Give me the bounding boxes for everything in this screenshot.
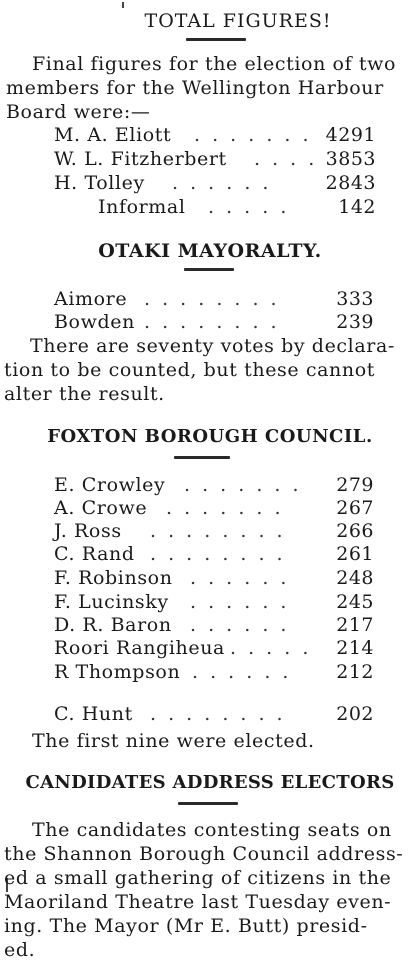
vote-count: 245 [336, 591, 374, 613]
dot-leader: . . . . . . [190, 567, 290, 589]
result-row [54, 591, 374, 615]
otaki-heading: OTAKI MAYORALTY. [98, 240, 322, 262]
result-row [54, 474, 374, 498]
vote-count: 261 [336, 543, 374, 565]
vote-count: 279 [336, 474, 374, 496]
result-row [54, 311, 374, 335]
vote-count: 217 [336, 614, 374, 636]
vote-count: 212 [336, 661, 374, 683]
result-row [54, 497, 374, 521]
intro-line: Board were:— [6, 101, 151, 123]
candidate-name: Informal [98, 196, 186, 218]
dot-leader: . . . . [254, 148, 318, 170]
total-figures-intro [0, 52, 420, 124]
candidate-name: Roori Rangiheua [54, 637, 225, 659]
note-line: The first nine were elected. [32, 730, 315, 752]
total-figures-heading: TOTAL FIGURES! [144, 10, 332, 32]
result-row [54, 661, 374, 685]
candidates-body [0, 818, 420, 962]
candidate-name: F. Robinson [54, 567, 173, 589]
result-row [98, 196, 376, 220]
candidate-name: Aimore [54, 288, 128, 310]
candidate-name: H. Tolley [54, 172, 145, 194]
otaki-rule [184, 268, 234, 271]
candidate-name: R Thompson [54, 661, 181, 683]
vote-count: 214 [336, 637, 374, 659]
intro-line: Final figures for the election of two [32, 53, 396, 75]
dot-leader: . . . . . . [192, 661, 292, 683]
candidates-heading: CANDIDATES ADDRESS ELECTORS [25, 772, 395, 793]
body-line: the Shannon Borough Council address- [4, 843, 404, 865]
body-line: The candidates contesting seats on [32, 819, 392, 841]
dot-leader: . . . . . . . [166, 497, 284, 519]
candidate-name: D. R. Baron [54, 614, 172, 636]
body-line: ed. [4, 939, 36, 961]
result-row [54, 148, 376, 172]
foxton-rule [174, 456, 230, 459]
result-row [54, 172, 376, 196]
dot-leader: . . . . . . . . [150, 543, 286, 565]
dot-leader: . . . . . . . . [150, 520, 286, 542]
dot-leader: . . . . . . . . [150, 703, 286, 725]
dot-leader: . . . . . . . . [144, 288, 280, 310]
vote-count: 3853 [325, 148, 376, 170]
dot-leader: . . . . . . . [184, 474, 302, 496]
candidate-name: M. A. Eliott [54, 124, 172, 146]
candidates-rule [178, 802, 238, 805]
result-row [54, 637, 374, 661]
vote-count: 267 [336, 497, 374, 519]
candidate-name: A. Crowe [54, 497, 148, 519]
note-line: tion to be counted, but these cannot [4, 359, 376, 381]
result-row [54, 288, 374, 312]
result-row [54, 567, 374, 591]
candidate-name: F. Lucinsky [54, 591, 169, 613]
print-mark [122, 2, 124, 8]
result-row [54, 703, 374, 727]
result-row [54, 614, 374, 638]
vote-count: 202 [336, 703, 374, 725]
dot-leader: . . . . . [230, 637, 312, 659]
vote-count: 239 [336, 311, 374, 333]
dot-leader: . . . . . . [190, 614, 290, 636]
candidate-name: Bowden [54, 311, 135, 333]
candidate-name: E. Crowley [54, 474, 166, 496]
otaki-note [0, 334, 420, 406]
vote-count: 2843 [325, 172, 376, 194]
note-line: alter the result. [4, 383, 165, 405]
dot-leader: . . . . . . . [194, 124, 312, 146]
dot-leader: . . . . . . [190, 591, 290, 613]
body-line: ing. The Mayor (Mr E. Butt) presid- [4, 915, 368, 937]
intro-line: members for the Wellington Harbour [6, 77, 384, 99]
body-line: Maoriland Theatre last Tuesday even- [4, 891, 392, 913]
vote-count: 142 [338, 196, 376, 218]
vote-count: 4291 [325, 124, 376, 146]
foxton-heading: FOXTON BOROUGH COUNCIL. [47, 426, 373, 447]
candidate-name: W. L. Fitzherbert [54, 148, 227, 170]
note-line: There are seventy votes by declara- [30, 335, 395, 357]
result-row [54, 124, 376, 148]
candidate-name: C. Rand [54, 543, 135, 565]
vote-count: 248 [336, 567, 374, 589]
total-figures-rule [186, 38, 246, 41]
dot-leader: . . . . . . [172, 172, 272, 194]
result-row [54, 543, 374, 567]
body-line: ed a small gathering of citizens in the [4, 867, 392, 889]
result-row [54, 520, 374, 544]
vote-count: 333 [336, 288, 374, 310]
candidate-name: J. Ross [54, 520, 122, 542]
candidate-name: C. Hunt [54, 703, 133, 725]
dot-leader: . . . . . [208, 196, 290, 218]
foxton-note [0, 729, 420, 753]
vote-count: 266 [336, 520, 374, 542]
dot-leader: . . . . . . . . [144, 311, 280, 333]
